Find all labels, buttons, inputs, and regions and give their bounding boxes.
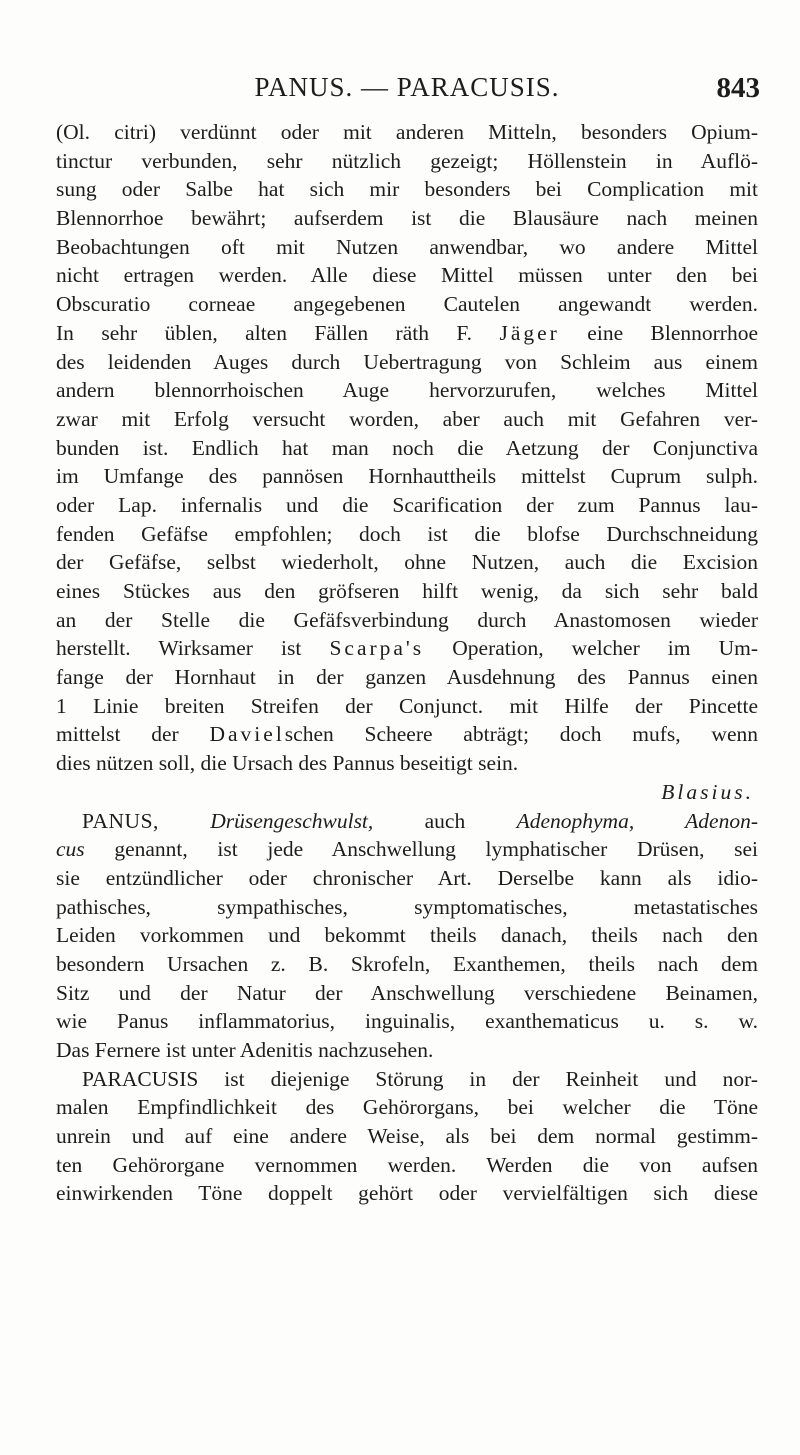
text-line: unrein und auf eine andere Weise, als bei dem normal gestimm- — [56, 1124, 758, 1149]
text-line: an der Stelle die Gefäfsverbindung durch Anastomosen wieder — [56, 607, 758, 632]
text-line — [56, 319, 758, 348]
text-line: andern blennorrhoischen Auge hervorzurufen, welches Mittel — [56, 378, 758, 403]
text-line: zwar mit Erfolg versucht worden, aber auch mit Gefahren ver- — [56, 406, 758, 431]
text-line: nicht ertragen werden. Alle diese Mittel müssen unter den bei — [56, 263, 758, 288]
text-line: fange der Hornhaut in der ganzen Ausdehnung des Pannus einen — [56, 665, 758, 690]
text-line: sie entzündlicher oder chronischer Art. Derselbe kann als idio- — [56, 865, 758, 890]
running-head: PANUS. — PARACUSIS. — [254, 72, 560, 102]
text-line: fenden Gefäfse empfohlen; doch ist die blofse Durchschneidung — [56, 521, 758, 546]
text-line: einwirkenden Töne doppelt gehört oder vervielfältigen sich diese — [56, 1181, 758, 1206]
text-line: Sitz und der Natur der Anschwellung verschiedene Beinamen, — [56, 980, 758, 1005]
author-name: Jäger — [499, 320, 560, 345]
text-line: (Ol. citri) verdünnt oder mit anderen Mitteln, besonders Opium- — [56, 120, 758, 144]
text-line: der Gefäfse, selbst wiederholt, ohne Nutzen, auch die Excision — [56, 550, 758, 575]
synonym: Drüsengeschwulst, — [210, 808, 374, 833]
text-segment: schen Scheere abträgt; doch mufs, wenn — [284, 722, 758, 747]
signature: Blasius. — [661, 779, 754, 804]
synonym: cus — [56, 837, 85, 862]
author-name: Daviel — [209, 722, 285, 747]
text-line: wie Panus inflammatorius, inguinalis, exanthematicus u. s. w. — [56, 1009, 758, 1034]
text-line: Blennorrhoe bewährt; aufserdem ist die Blausäure nach meinen — [56, 206, 758, 231]
text-segment: herstellt. Wirksamer ist — [56, 636, 302, 661]
text-line: sung oder Salbe hat sich mir besonders bei Complication mit — [56, 177, 758, 202]
text-segment: Operation, welcher im Um- — [452, 636, 758, 661]
text-segment: genannt, ist jede Anschwellung lymphatischer Drüsen, sei — [114, 837, 758, 862]
page-number: 843 — [716, 72, 760, 104]
text-line: ten Gehörorgane vernommen werden. Werden die von aufsen — [56, 1152, 758, 1177]
entry-line: PARACUSIS ist diejenige Störung in der Reinheit und nor- — [82, 1066, 758, 1091]
text-line: dies nützen soll, die Ursach des Pannus beseitigt sein. — [56, 751, 519, 776]
text-line: pathisches, sympathisches, symptomatisches, metastatisches — [56, 894, 758, 919]
body-text — [56, 118, 758, 1208]
page-header — [54, 72, 760, 108]
text-line: besondern Ursachen z. B. Skrofeln, Exanthemen, theils nach dem — [56, 951, 758, 976]
text-line: des leidenden Auges durch Uebertragung von Schleim aus einem — [56, 349, 758, 374]
text-line: Leiden vorkommen und bekommt theils danach, theils nach den — [56, 923, 758, 948]
text-line — [56, 835, 758, 864]
text-line: Das Fernere ist unter Adenitis nachzusehen. — [56, 1038, 434, 1062]
text-segment: eine Blennorrhoe — [587, 320, 758, 345]
text-segment: mittelst der — [56, 722, 179, 747]
synonym: Adenophyma, Adenon- — [516, 808, 758, 833]
text-line: oder Lap. infernalis und die Scarification der zum Pannus lau- — [56, 492, 758, 517]
text-line: Obscuratio corneae angegebenen Cautelen angewandt werden. — [56, 292, 758, 317]
entry-line — [56, 807, 758, 836]
text-line: tinctur verbunden, sehr nützlich gezeigt; Höllenstein in Auflö- — [56, 148, 758, 173]
text-line: eines Stückes aus den gröfseren hilft wenig, da sich sehr bald — [56, 579, 758, 603]
entry-headword: PANUS, — [82, 808, 159, 833]
text-line — [56, 720, 758, 749]
text-segment: In sehr üblen, alten Fällen räth F. — [56, 320, 473, 345]
text-line: 1 Linie breiten Streifen der Conjunct. mit Hilfe der Pincette — [56, 693, 758, 718]
text-line — [56, 634, 758, 663]
text-line: bunden ist. Endlich hat man noch die Aetzung der Conjunctiva — [56, 435, 758, 460]
text-line: im Umfange des pannösen Hornhauttheils mittelst Cuprum sulph. — [56, 464, 758, 489]
text-line: Beobachtungen oft mit Nutzen anwendbar, wo andere Mittel — [56, 234, 758, 259]
author-name: Scarpa's — [329, 636, 425, 661]
text-segment: auch — [424, 808, 466, 833]
text-line: malen Empfindlichkeit des Gehörorgans, bei welcher die Töne — [56, 1095, 758, 1120]
